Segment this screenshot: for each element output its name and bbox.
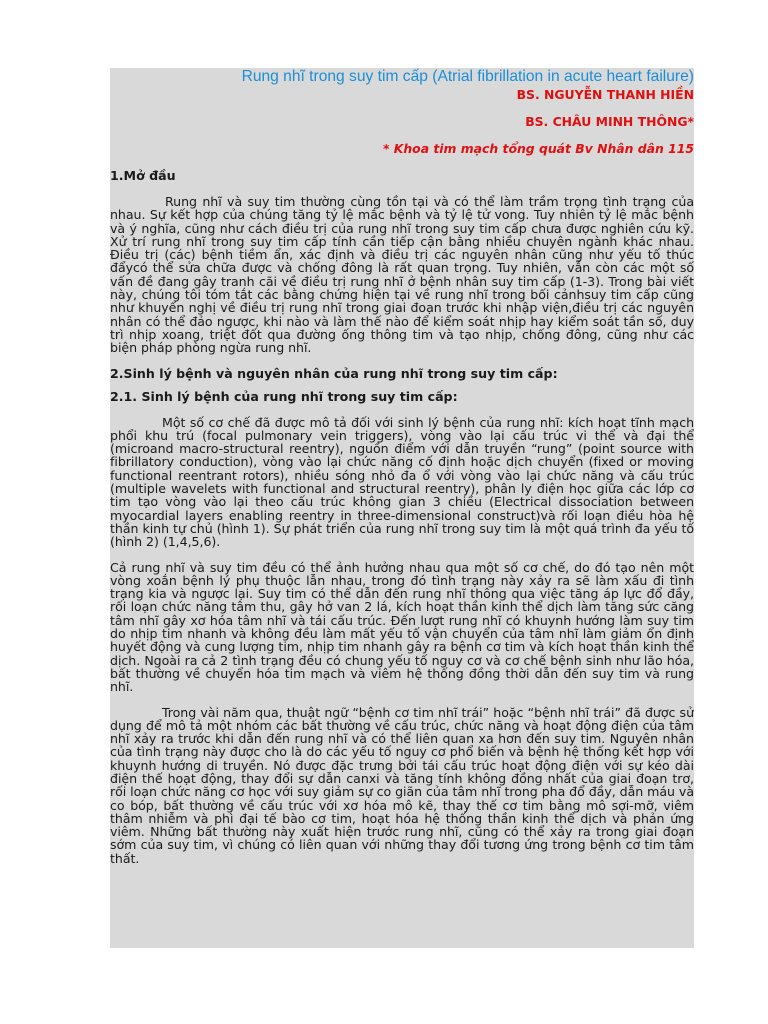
paragraph-atrial-cardiomyopathy: Trong vài năm qua, thuật ngữ “bệnh cơ tim nhĩ trái” hoặc “bệnh nhĩ trái” đã được sử dụng để mô tả một nhóm các bất thường về cấu trúc, chức năng và hoạt động điện của tâm nhĩ xảy ra trước khi dẫn đến rung nhĩ và có thể liên quan xa hơn đến suy tim. Nguyên nhân của tình trạng này được cho là do các yếu tố nguy cơ phổ biến và bệnh hệ thống kết hợp với khuynh hướng di truyền. Nó được đặc trưng bởi tái cấu trúc hoạt động điện với sự kéo dài điện thế hoạt động, thay đổi sự dẫn canxi và tăng tính không đồng nhất của giai đoạn trơ, rối loạn chức năng cơ học với suy giảm sự co giãn của tâm nhĩ trong pha đổ đầy, dẫn máu và co bóp, bất thường về cấu trúc với xơ hóa mô kẽ, thay thế cơ tim bằng mô sợi-mỡ, viêm thâm nhiễm và phì đại tế bào cơ tim, hoạt hóa hệ thống thần kinh thể dịch và phản ứng viêm. Những bất thường này xuất hiện trước rung nhĩ, cũng có thể xảy ra trong giai đoạn sớm của suy tim, vì chúng có liên quan với những thay đổi tương ứng trong bệnh cơ tim tâm thất. [110,704,694,866]
section-1-heading: 1.Mở đầu [110,168,176,183]
document-title: Rung nhĩ trong suy tim cấp (Atrial fibrillation in acute heart failure) [241,68,694,85]
section-2-heading: 2.Sinh lý bệnh và nguyên nhân của rung nhĩ trong suy tim cấp: [110,365,558,381]
affiliation: * Khoa tim mạch tổng quát Bv Nhân dân 115 [382,141,694,156]
section-1-paragraph: Rung nhĩ và suy tim thường cùng tồn tại và có thể làm trầm trọng tình trạng của nhau. Sự kết hợp của chúng tăng tỷ lệ mắc bệnh và tỷ lệ tử vong. Tuy nhiên tỷ lệ mắc bệnh và ý nghĩa, cũng như cách điều trị của rung nhĩ trong suy tim cấp chưa được nghiên cứu kỹ. Xử trí rung nhĩ trong suy tim cấp tính cần tiếp cận bằng nhiều chuyên ngành khác nhau. Điều trị (các) bệnh tiềm ẩn, xác định và điều trị các nguyên nhân cũng như yếu tố thúc đẩycó thể sửa chữa được và chống đông là rất quan trọng. Tuy nhiên, vẫn còn các một số vấn đề đang gây tranh cãi về điều trị rung nhĩ ở bệnh nhân suy tim cấp (1-3). Trong bài viết này, chúng tôi tóm tắt các bằng chứng hiện tại về rung nhĩ trong bối cảnhsuy tim cấp cũng như khuyến nghị về điều trị rung nhĩ trong giai đoạn trước khi nhập viện,điều trị các nguyên nhân có thể đảo ngược, khi nào và làm thế nào để kiểm soát nhịp hay kiểm soát tần số, duy trì nhịp xoang, triệt đốt qua đường ống thông tim và tạo nhịp, chống đông, cũng như các biện pháp phòng ngừa rung nhĩ. [110,194,694,356]
author-1: BS. NGUYỄN THANH HIỀN [516,87,694,102]
section-2-1-heading: 2.1. Sinh lý bệnh của rung nhĩ trong suy tim cấp: [110,388,458,404]
paragraph-mechanisms: Một số cơ chế đã được mô tả đối với sinh lý bệnh của rung nhĩ: kích hoạt tĩnh mạch phổi khu trú (focal pulmonary vein triggers), vòng vào lại cấu trúc vi thể và đại thể (microand macro-structural reentry), nguồn điểm với dẫn truyền “rung” (point source with fibrillatory conduction), vòng vào lại chức năng cố định hoặc dịch chuyển (fixed or moving functional reentrant rotors), nhiều sóng nhỏ đa ổ với vòng vào lại chức năng và cấu trúc (multiple wavelets with functional and structural reentry), phân ly điện học giữa các lớp cơ tim tạo vòng vào lại theo cấu trúc không gian 3 chiều (Electrical dissociation between myocardial layers enabling reentry in three-dimensional construct)và rối loạn điều hòa hệ thần kinh tự chủ (hình 1). Sự phát triển của rung nhĩ trong suy tim là một quá trình đa yếu tố (hình 2) (1,4,5,6). [110,414,694,550]
paragraph-interaction: Cả rung nhĩ và suy tim đều có thể ảnh hưởng nhau qua một số cơ chế, do đó tạo nên một vòng xoắn bệnh lý phụ thuộc lẫn nhau, trong đó tình trạng này xảy ra sẽ làm xấu đi tình trạng kia và ngược lại. Suy tim có thể dẫn đến rung nhĩ thông qua việc tăng áp lực đổ đầy, rối loạn chức năng tâm thu, gây hở van 2 lá, kích hoạt thần kinh thể dịch làm tăng sức căng tâm nhĩ gây xơ hóa tâm nhĩ và tái cấu trúc. Đến lượt rung nhĩ có khuynh hướng làm suy tim do nhịp tim nhanh và không đều làm mất yếu tố vận chuyển của tâm nhĩ làm giảm ổn định huyết động và cung lượng tim, nhịp tim nhanh gây ra bệnh cơ tim và kích hoạt thần kinh thể dịch. Ngoài ra cả 2 tình trạng đều có chung yếu tố nguy cơ và cơ chế bệnh sinh như lão hóa, bất thường về chuyển hóa tim mạch và viêm hệ thống đồng thời dẫn đến suy tim và rung nhĩ. [110,559,694,695]
document-page [110,68,694,948]
author-2: BS. CHÂU MINH THÔNG* [525,114,694,129]
